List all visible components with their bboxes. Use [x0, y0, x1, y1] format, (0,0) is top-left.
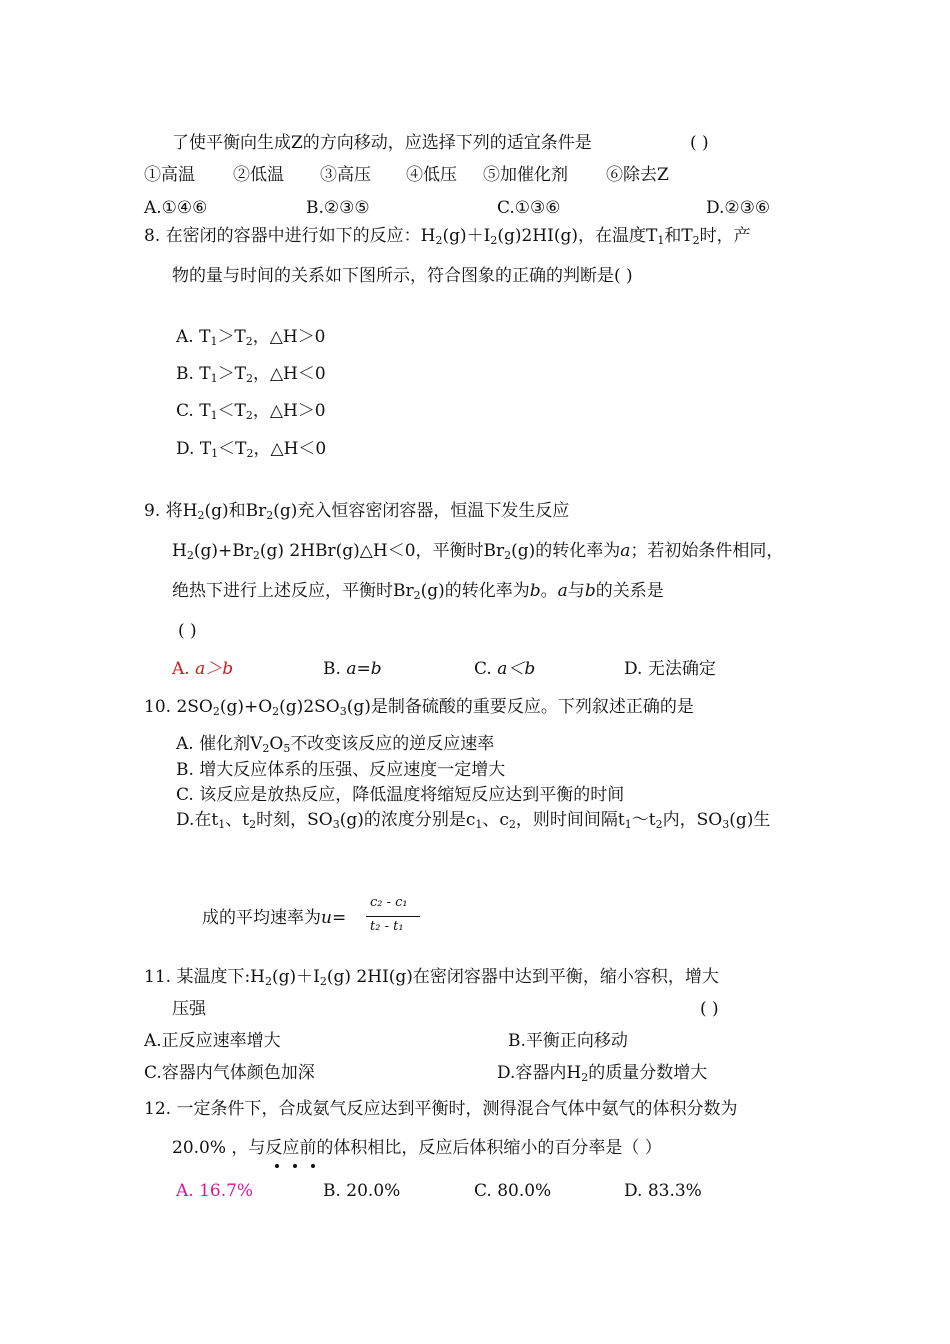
- q9-stem-line1: 9. 将$H_2(g)$和$Br_2(g)$充入恒容密闭容器，恒温下发生反应: [144, 501, 570, 522]
- q11-stem-line2: 压强: [172, 999, 206, 1019]
- q11-option-c: C.容器内气体颜色加深: [144, 1063, 315, 1083]
- q7-intro: 了使平衡向生成Z的方向移动，应选择下列的适宜条件是: [172, 133, 592, 153]
- q9-answer-paren: ( ): [178, 621, 197, 641]
- q10-option-b: B. 增大反应体系的压强、反应速度一定增大: [176, 760, 506, 780]
- q9-stem-line3: 绝热下进行上述反应，平衡时$Br_2(g)$的转化率为b。a与b的关系是: [172, 581, 664, 602]
- q8-option-a: A. $T_1>T_2$，△H＞0: [176, 327, 326, 348]
- q8-option-b: B. $T_1>T_2$，△H＜0: [176, 364, 326, 385]
- q10-option-d-continued: 成的平均速率为u=: [202, 908, 347, 928]
- q11-option-a: A.正反应速率增大: [144, 1031, 281, 1051]
- fraction-bar: [366, 916, 420, 917]
- q11-stem-line1: 11. 某温度下$:H_2(g)+I_2(g)$ 2HI(g)在密闭容器中达到平衡，缩小容积，增大: [144, 967, 719, 988]
- average-rate-fraction: [366, 895, 422, 941]
- emphasis-dot: [293, 1164, 297, 1168]
- q11-answer-paren: ( ): [700, 999, 719, 1019]
- q7-condition-5: ⑤加催化剂: [483, 165, 568, 185]
- q12-stem-line2: 20.0% ，与反应前的体积相比，反应后体积缩小的百分率是（ ）: [172, 1138, 662, 1158]
- q7-condition-2: ②低温: [233, 165, 284, 185]
- q7-condition-6: ⑥除去Z: [606, 165, 669, 185]
- q8-stem-line2: 物的量与时间的关系如下图所示，符合图象的正确的判断是( ): [172, 266, 633, 286]
- q12-option-b: B. 20.0%: [323, 1181, 401, 1201]
- q8-option-d: D. $T_1<T_2$，△H＜0: [176, 439, 327, 460]
- q9-option-b: B. a=b: [323, 659, 382, 679]
- q7-option-a: A.①④⑥: [144, 198, 208, 218]
- q7-option-d: D.②③⑥: [706, 198, 771, 218]
- q12-option-c: C. 80.0%: [474, 1181, 552, 1201]
- q7-option-c: C.①③⑥: [497, 198, 561, 218]
- q9-option-c: C. a＜b: [474, 659, 536, 679]
- q7-answer-paren: ( ): [690, 133, 709, 153]
- fraction-denominator: t₂ - t₁: [370, 919, 404, 934]
- q12-stem-line1: 12. 一定条件下，合成氨气反应达到平衡时，测得混合气体中氨气的体积分数为: [144, 1099, 738, 1119]
- q12-option-a: A. 16.7%: [176, 1181, 254, 1201]
- q10-option-a: A. 催化剂$V_2O_5$不改变该反应的逆反应速率: [176, 734, 495, 755]
- q8-option-c: C. $T_1<T_2$，△H＞0: [176, 401, 326, 422]
- q9-option-d: D. 无法确定: [624, 659, 716, 679]
- emphasis-dot: [311, 1164, 315, 1168]
- emphasis-dot: [275, 1164, 279, 1168]
- q12-option-d: D. 83.3%: [624, 1181, 702, 1201]
- q7-option-b: B.②③⑤: [306, 198, 370, 218]
- q8-stem-line1: 8. 在密闭的容器中进行如下的反应：$H_2(g)+I_2(g)2HI(g)$，在温度$T_1$和$T_2$时，产: [144, 226, 751, 247]
- q7-condition-3: ③高压: [320, 165, 371, 185]
- fraction-numerator: c₂ - c₁: [370, 895, 408, 910]
- q9-option-a: A. a＞b: [172, 659, 234, 679]
- q10-option-d: D.在$t_1$、$t_2$时刻，$SO_3(g)$的浓度分别是$c_1$、$c_2$，则时间间隔$t_1\sim t_2$内，$SO_3(g)$生: [176, 810, 771, 831]
- q11-option-b: B.平衡正向移动: [508, 1031, 628, 1051]
- q7-condition-4: ④低压: [406, 165, 457, 185]
- q7-condition-1: ①高温: [144, 165, 195, 185]
- q10-stem: 10. $2SO_2(g)+O_2(g)2SO_3(g)$是制备硫酸的重要反应。下列叙述正确的是: [144, 697, 694, 718]
- q10-option-c: C. 该反应是放热反应，降低温度将缩短反应达到平衡的时间: [176, 785, 625, 805]
- q9-stem-line2: $H_2(g)+Br_2(g)$ 2HBr(g)△H＜0，平衡时$Br_2(g)$的转化率为a；若初始条件相同，: [172, 541, 784, 562]
- q11-option-d: D.容器内$H_2$的质量分数增大: [497, 1063, 708, 1084]
